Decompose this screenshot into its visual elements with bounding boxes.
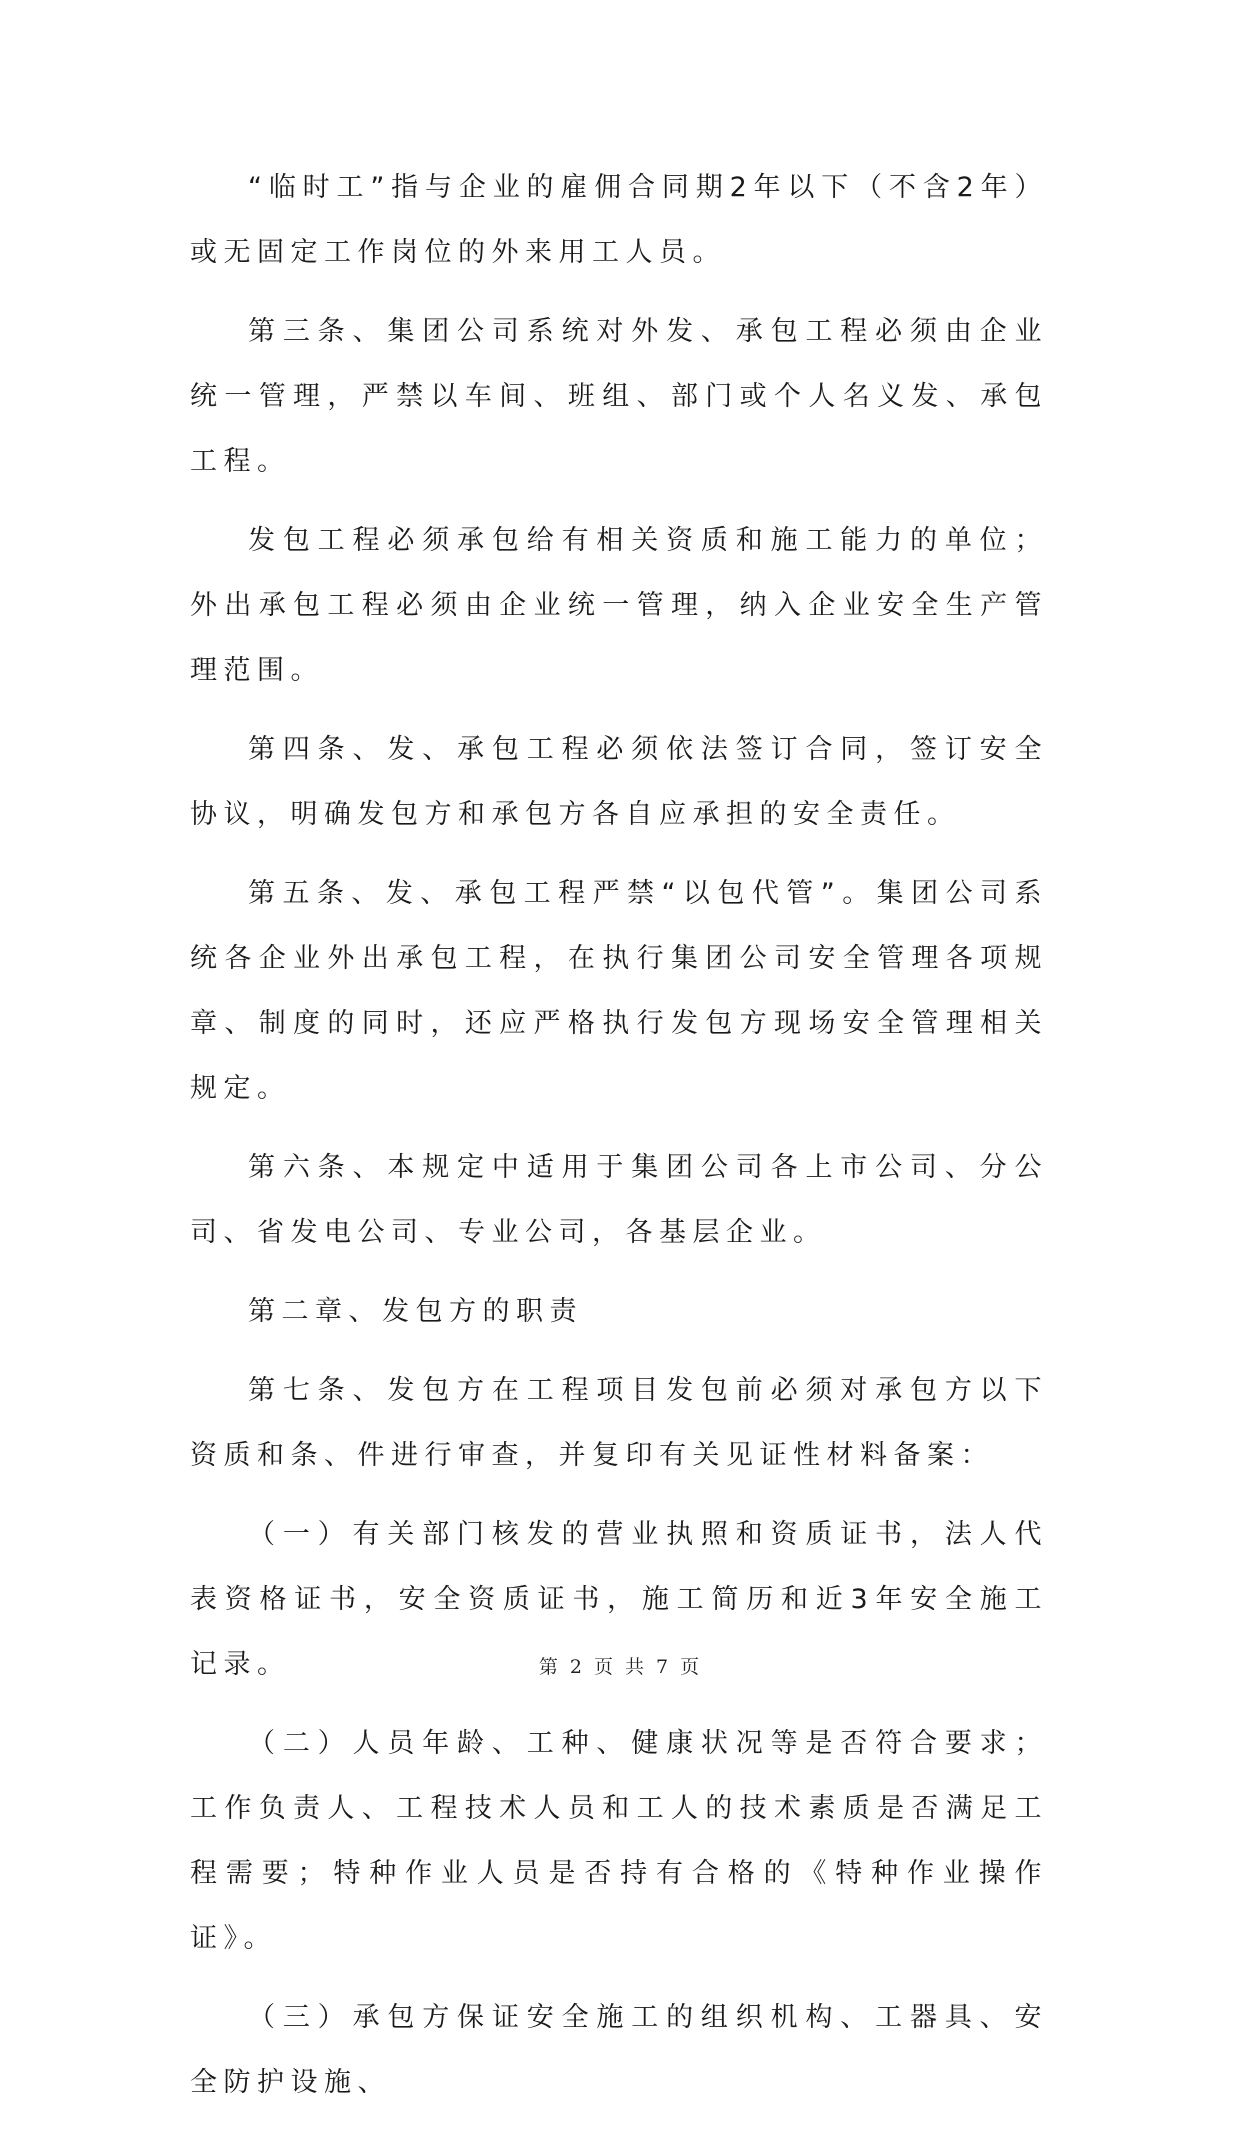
document-body (190, 155, 1048, 2129)
page-number-footer: 第 2 页 共 7 页 (538, 1656, 703, 1678)
paragraph-article-3-contracting: 发包工程必须承包给有相关资质和施工能力的单位；外出承包工程必须由企业统一管理，纳入企业安全生产管理范围。 (190, 525, 1048, 686)
paragraph-article-6: 第六条、本规定中适用于集团公司各上市公司、分公司、省发电公司、专业公司，各基层企业。 (190, 1152, 1048, 1248)
paragraph-item-1: （一）有关部门核发的营业执照和资质证书，法人代表资格证书，安全资质证书，施工简历和近3年安全施工记录。 (190, 1519, 1048, 1680)
paragraph-article-5: 第五条、发、承包工程严禁“以包代管”。集团公司系统各企业外出承包工程，在执行集团公司安全管理各项规章、制度的同时，还应严格执行发包方现场安全管理相关规定。 (190, 878, 1048, 1104)
paragraph-item-3: （三）承包方保证安全施工的组织机构、工器具、安全防护设施、 (190, 2002, 1048, 2098)
paragraph-article-4: 第四条、发、承包工程必须依法签订合同，签订安全协议，明确发包方和承包方各自应承担的安全责任。 (190, 734, 1048, 830)
paragraph-article-7: 第七条、发包方在工程项目发包前必须对承包方以下资质和条、件进行审查，并复印有关见证性材料备案： (190, 1375, 1048, 1471)
paragraph-item-2: （二）人员年龄、工种、健康状况等是否符合要求；工作负责人、工程技术人员和工人的技术素质是否满足工程需要；特种作业人员是否持有合格的《特种作业操作证》。 (190, 1728, 1048, 1954)
paragraph-article-3: 第三条、集团公司系统对外发、承包工程必须由企业统一管理，严禁以车间、班组、部门或个人名义发、承包工程。 (190, 316, 1048, 477)
paragraph-temp-worker-definition: “临时工”指与企业的雇佣合同期2年以下（不含2年）或无固定工作岗位的外来用工人员。 (190, 172, 1048, 268)
chapter-2-heading: 第二章、发包方的职责 (248, 1296, 583, 1327)
